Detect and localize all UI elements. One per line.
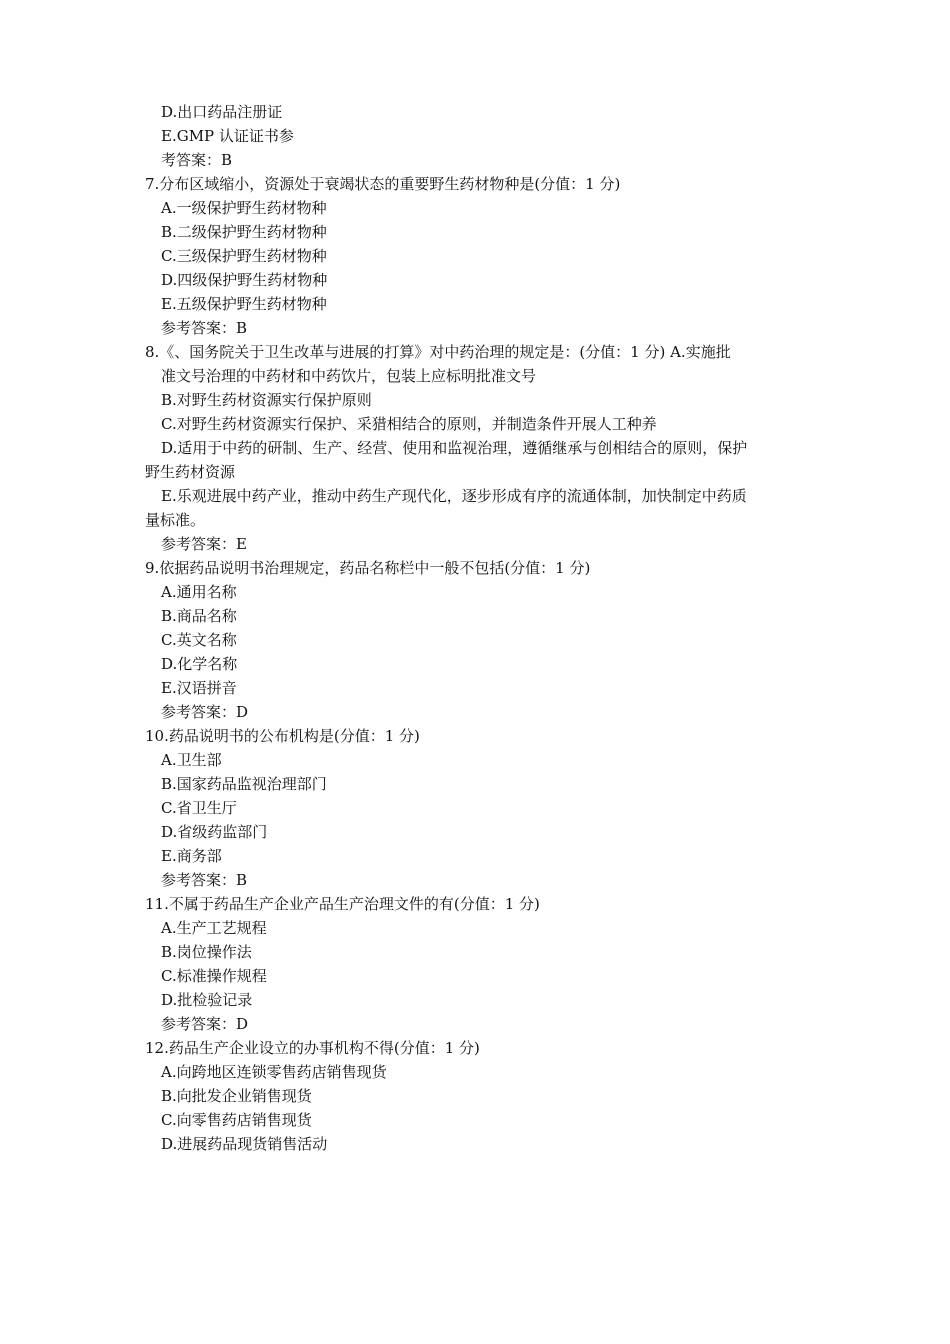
option: C.三级保护野生药材物种 xyxy=(161,247,327,265)
question-7: 7.分布区域缩小，资源处于衰竭状态的重要野生药材物种是(分值：1 分) xyxy=(145,175,621,193)
option: E.汉语拼音 xyxy=(161,679,237,697)
option: A.卫生部 xyxy=(161,751,222,769)
question-8: 8.《、国务院关于卫生改革与进展的打算》对中药治理的规定是：(分值：1 分) A.实施批 xyxy=(145,343,731,361)
option: D.省级药监部门 xyxy=(161,823,268,841)
reference-answer: 参考答案：D xyxy=(161,703,249,721)
reference-answer: 参考答案：D xyxy=(161,1015,249,1033)
option: C.向零售药店销售现货 xyxy=(161,1111,312,1129)
option: A.通用名称 xyxy=(161,583,237,601)
document-body xyxy=(145,100,805,1156)
question-8-continuation: 准文号治理的中药材和中药饮片，包装上应标明批准文号 xyxy=(161,367,537,385)
question-9: 9.依据药品说明书治理规定，药品名称栏中一般不包括(分值：1 分) xyxy=(145,559,591,577)
option-d: D.适用于中药的研制、生产、经营、使用和监视治理，遵循继承与创相结合的原则，保护 xyxy=(161,439,748,457)
option: B.向批发企业销售现货 xyxy=(161,1087,312,1105)
option: A.向跨地区连锁零售药店销售现货 xyxy=(161,1063,387,1081)
option: D.进展药品现货销售活动 xyxy=(161,1135,328,1153)
option-d-continuation: 野生药材资源 xyxy=(145,463,236,481)
option: D.批检验记录 xyxy=(161,991,253,1009)
option: B.商品名称 xyxy=(161,607,237,625)
question-10: 10.药品说明书的公布机构是(分值：1 分) xyxy=(145,727,420,745)
option: B.国家药品监视治理部门 xyxy=(161,775,327,793)
option: C.省卫生厅 xyxy=(161,799,237,817)
reference-answer: 参考答案：B xyxy=(161,871,248,889)
option: B.岗位操作法 xyxy=(161,943,252,961)
option: C.标准操作规程 xyxy=(161,967,267,985)
option-d: D.出口药品注册证 xyxy=(161,103,283,121)
question-11: 11.不属于药品生产企业产品生产治理文件的有(分值：1 分) xyxy=(145,895,540,913)
reference-answer: 参考答案：E xyxy=(161,535,247,553)
option: B.二级保护野生药材物种 xyxy=(161,223,327,241)
option: C.对野生药材资源实行保护、采猎相结合的原则，并制造条件开展人工种养 xyxy=(161,415,657,433)
option: E.五级保护野生药材物种 xyxy=(161,295,327,313)
question-12: 12.药品生产企业设立的办事机构不得(分值：1 分) xyxy=(145,1039,480,1057)
option: D.化学名称 xyxy=(161,655,238,673)
reference-answer: 考答案：B xyxy=(161,151,233,169)
option-e: E.GMP 认证证书参 xyxy=(161,127,294,145)
option-e-continuation: 量标准。 xyxy=(145,511,206,529)
option: A.生产工艺规程 xyxy=(161,919,267,937)
option: D.四级保护野生药材物种 xyxy=(161,271,328,289)
reference-answer: 参考答案：B xyxy=(161,319,248,337)
option: B.对野生药材资源实行保护原则 xyxy=(161,391,372,409)
option: A.一级保护野生药材物种 xyxy=(161,199,327,217)
option-e: E.乐观进展中药产业，推动中药生产现代化，逐步形成有序的流通体制，加快制定中药质 xyxy=(161,487,747,505)
option: E.商务部 xyxy=(161,847,222,865)
option: C.英文名称 xyxy=(161,631,237,649)
